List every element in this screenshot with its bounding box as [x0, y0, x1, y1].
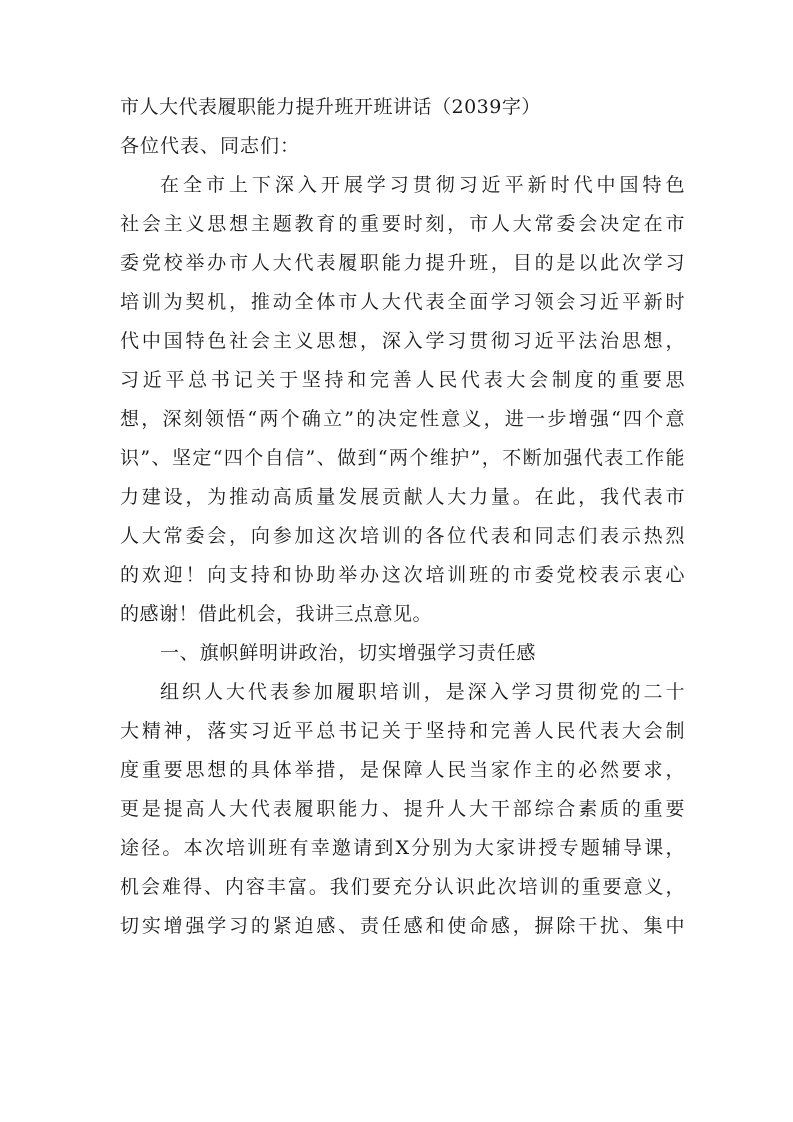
paragraph-line: 委党校举办市人大代表履职能力提升班，目的是以此次学习	[120, 252, 685, 274]
paragraph-line: 的感谢！借此机会，我讲三点意见。	[120, 603, 433, 625]
paragraph-line: 更是提高人大代表履职能力、提升人大干部综合素质的重要	[120, 798, 685, 820]
paragraph-line: 的欢迎！向支持和协助举办这次培训班的市委党校表示衷心	[120, 564, 685, 586]
document-page	[120, 88, 685, 946]
paragraph-section1	[120, 673, 685, 946]
section-heading: 一、旗帜鲜明讲政治，切实增强学习责任感	[160, 642, 537, 664]
paragraph-line: 度重要思想的具体举措，是保障人民当家作主的必然要求，	[120, 759, 685, 781]
paragraph-line: 在全市上下深入开展学习贯彻习近平新时代中国特色	[160, 174, 685, 196]
paragraph-line: 培训为契机，推动全体市人大代表全面学习领会习近平新时	[120, 291, 685, 313]
paragraph-line: 习近平总书记关于坚持和完善人民代表大会制度的重要思	[120, 369, 685, 391]
paragraph-line: 大精神，落实习近平总书记关于坚持和完善人民代表大会制	[120, 720, 685, 742]
paragraph-line: 组织人大代表参加履职培训，是深入学习贯彻党的二十	[160, 681, 685, 703]
paragraph-line: 识”、坚定“四个自信”、做到“两个维护”，不断加强代表工作能	[120, 447, 685, 469]
paragraph-line: 力建设，为推动高质量发展贡献人大力量。在此，我代表市	[120, 486, 685, 508]
salutation: 各位代表、同志们：	[120, 135, 301, 157]
paragraph-line: 切实增强学习的紧迫感、责任感和使命感，摒除干扰、集中	[120, 915, 685, 937]
paragraph-line: 机会难得、内容丰富。我们要充分认识此次培训的重要意义，	[120, 876, 685, 898]
paragraph-line: 想，深刻领悟“两个确立”的决定性意义，进一步增强“四个意	[120, 408, 685, 430]
paragraph-line: 社会主义思想主题教育的重要时刻，市人大常委会决定在市	[120, 213, 685, 235]
paragraph-opening	[120, 166, 685, 634]
paragraph-line: 人大常委会，向参加这次培训的各位代表和同志们表示热烈	[120, 525, 685, 547]
paragraph-line: 途径。本次培训班有幸邀请到X分别为大家讲授专题辅导课，	[120, 837, 685, 859]
document-title: 市人大代表履职能力提升班开班讲话（2039字）	[120, 96, 541, 118]
paragraph-line: 代中国特色社会主义思想，深入学习贯彻习近平法治思想，	[120, 330, 685, 352]
